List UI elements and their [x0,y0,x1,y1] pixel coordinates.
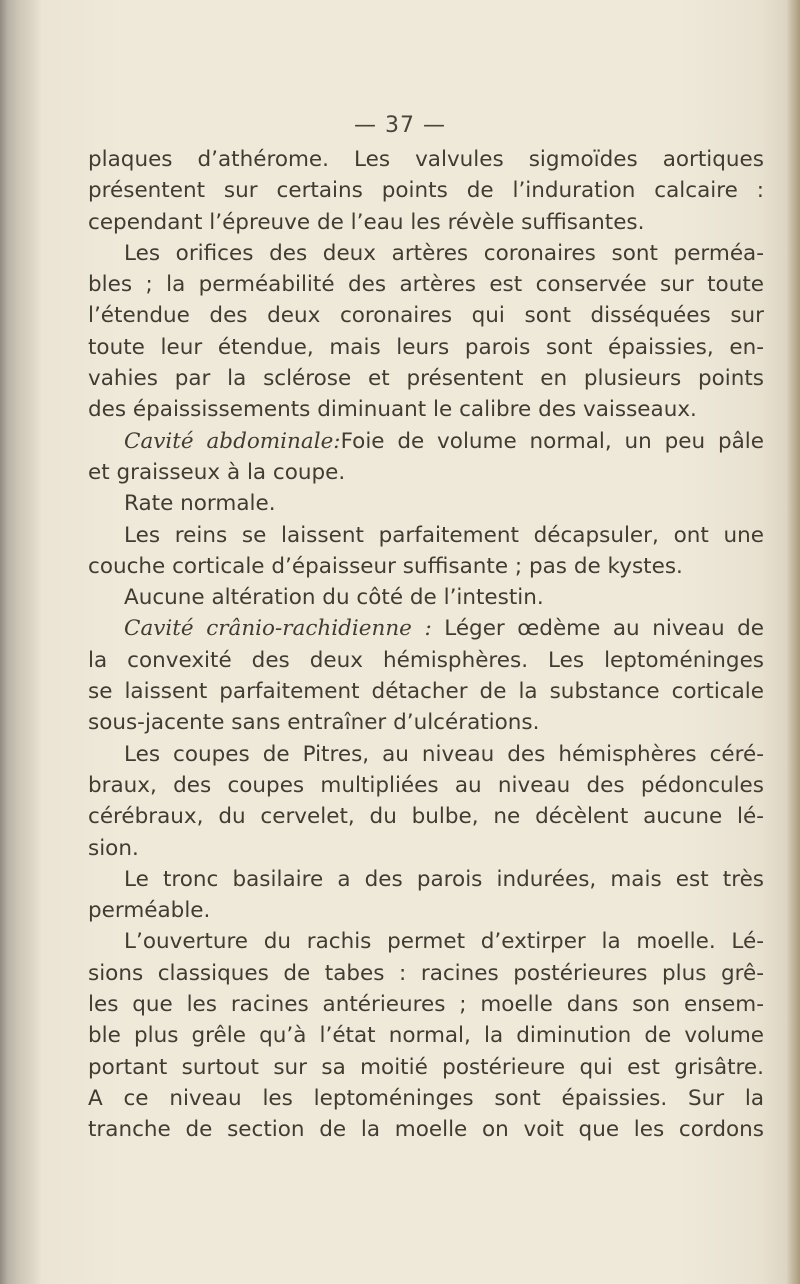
line-text: Les reins se laissent parfaitement décapsuler, ont une [124,522,764,548]
section-heading-cranio: Cavité crânio-rachidienne : [124,616,432,642]
line-text: Le tronc basilaire a des parois indurées, mais est très [124,866,764,892]
text-line [88,363,764,394]
text-line [88,426,764,457]
line-text: vahies par la sclérose et présentent en plusieurs points [88,366,764,392]
page-number: — 37 — [354,113,446,138]
line-text: présentent sur certains points de l’induration calcaire : [88,178,764,204]
line-text: Foie de volume normal, un peu pâle [340,428,764,454]
text-line [88,144,764,175]
text-line [88,175,764,206]
text-line [88,676,764,707]
line-text: Léger œdème au niveau de [431,616,764,642]
section-heading-abdominal: Cavité abdominale: [124,428,341,454]
line-text: des épaississements diminuant le calibre des vaisseaux. [88,397,697,423]
text-line [88,457,764,488]
line-text: sions classiques de tabes : racines postérieures plus grê- [88,960,764,986]
text-line [88,770,764,801]
text-line [88,238,764,269]
line-text: les que les racines antérieures ; moelle dans son ensem- [88,992,764,1018]
line-text: braux, des coupes multipliées au niveau des pédoncules [88,772,764,798]
text-line [88,1020,764,1051]
text-line [88,613,764,644]
text-line [88,989,764,1020]
body-text [88,144,764,1146]
text-line [88,801,764,832]
text-line [88,582,764,613]
line-text: cependant l’épreuve de l’eau les révèle suffisantes. [88,209,645,235]
text-line [88,926,764,957]
text-line [88,833,764,864]
text-line [88,1114,764,1145]
text-line [88,895,764,926]
text-line [88,394,764,425]
line-text: A ce niveau les leptoméninges sont épaissies. Sur la [88,1085,764,1111]
text-line [88,739,764,770]
line-text: Les coupes de Pitres, au niveau des hémisphères céré- [124,741,764,767]
text-line [88,864,764,895]
text-line [88,300,764,331]
line-text: toute leur étendue, mais leurs parois sont épaissies, en- [88,334,764,360]
line-text: et graisseux à la coupe. [88,459,346,485]
page-binding-shadow [0,0,42,1284]
text-line [88,645,764,676]
line-text: L’ouverture du rachis permet d’extirper la moelle. Lé- [124,929,764,955]
line-text: se laissent parfaitement détacher de la substance corticale [88,679,764,705]
page-edge-shadow [786,0,800,1284]
text-line [88,207,764,238]
line-text: bles ; la perméabilité des artères est conservée sur toute [88,272,764,298]
line-text: perméable. [88,898,211,924]
line-text: cérébraux, du cervelet, du bulbe, ne décèlent aucune lé- [88,804,764,830]
line-text: Aucune altération du côté de l’intestin. [124,585,544,611]
text-line [88,269,764,300]
line-text: Les orifices des deux artères coronaires sont perméa- [124,240,764,266]
text-line [88,551,764,582]
line-text: sous-jacente sans entraîner d’ulcérations. [88,710,540,736]
line-text: portant surtout sur sa moitié postérieure qui est grisâtre. [88,1054,764,1080]
text-line [88,1083,764,1114]
text-line [88,958,764,989]
text-line [88,488,764,519]
text-line [88,332,764,363]
line-text: couche corticale d’épaisseur suffisante ; pas de kystes. [88,553,683,579]
line-text: ble plus grêle qu’à l’état normal, la diminution de volume [88,1023,764,1049]
line-text: l’étendue des deux coronaires qui sont disséquées sur [88,303,764,329]
line-text: Rate normale. [124,491,276,517]
text-line [88,1052,764,1083]
line-text: la convexité des deux hémisphères. Les leptoméninges [88,647,764,673]
line-text: tranche de section de la moelle on voit que les cordons [88,1117,764,1143]
text-line [88,520,764,551]
text-line [88,707,764,738]
line-text: plaques d’athérome. Les valvules sigmoïdes aortiques [88,147,764,172]
line-text: sion. [88,835,139,861]
